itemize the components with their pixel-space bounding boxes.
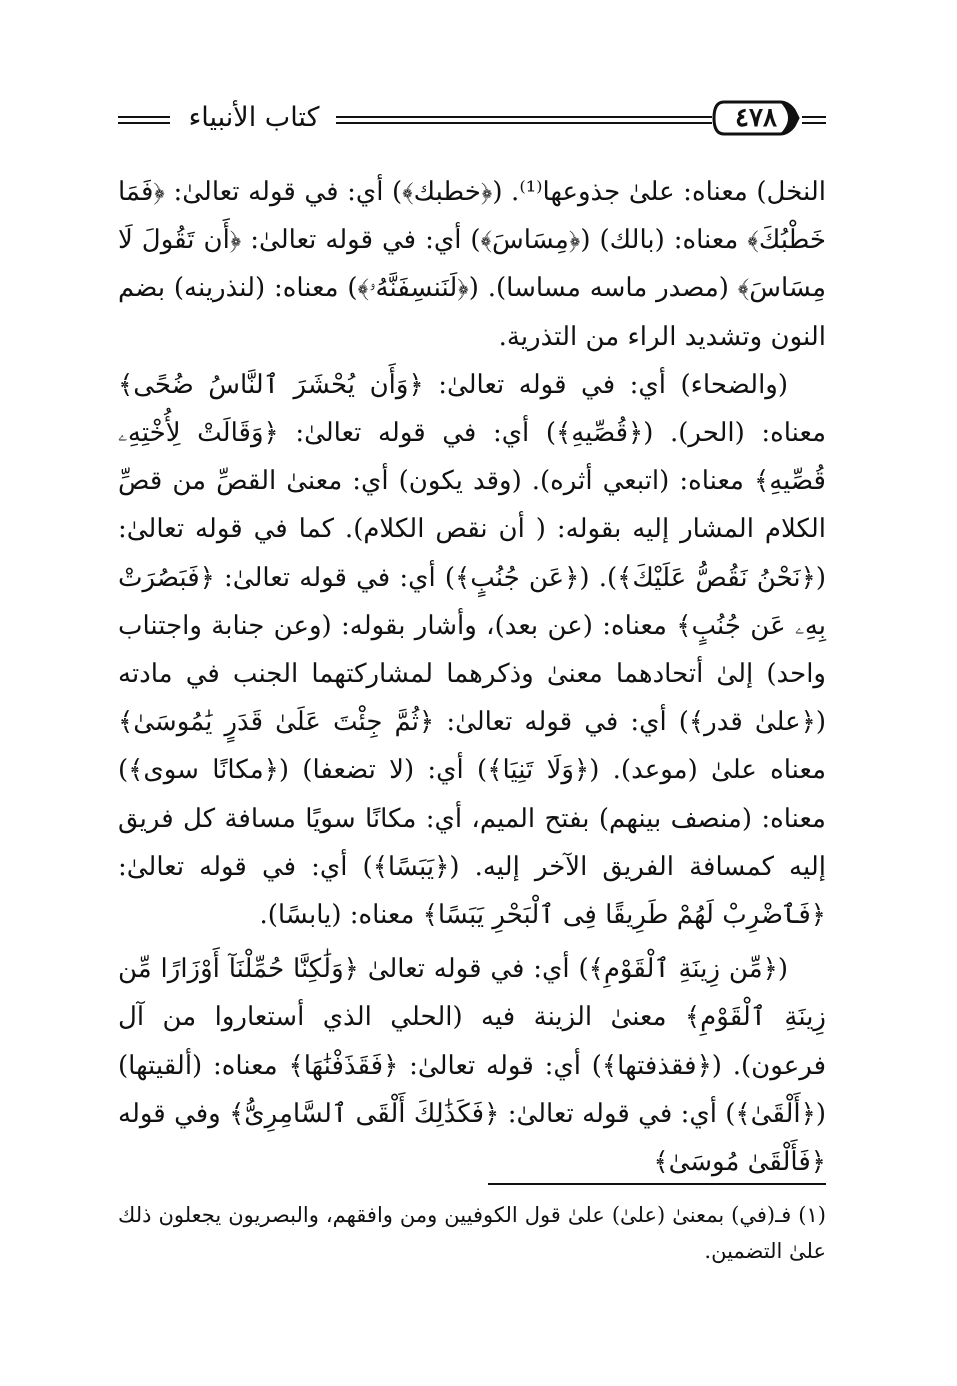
- page-number: ٤٧٨: [735, 103, 777, 133]
- header-rule-right: [802, 116, 826, 124]
- header-rule-middle: [336, 116, 712, 124]
- header-rule-left: [118, 116, 170, 124]
- page-number-badge: [710, 100, 800, 136]
- paragraph-3: (﴿مِّن زِينَةِ ٱلْقَوْمِ﴾) أي: في قوله تعالىٰ ﴿وَلَٰكِنَّا حُمِّلْنَآ أَوْزَارًا مِّن زِينَةِ ٱلْقَوْمِ﴾ معنىٰ الزينة فيه (الحلي الذي أستعاروا من آل فرعون). (﴿فقذفتها﴾) أي: قوله تعالىٰ: ﴿فَقَذَفْنَٰهَا﴾ معناه: (ألقيتها) (﴿أَلْقَىٰ﴾) أي: في قوله تعالىٰ: ﴿فَكَذَٰلِكَ أَلْقَى ٱلسَّامِرِىُّ﴾ وفي قوله ﴿فَأَلْقَىٰ مُوسَىٰ﴾: [118, 954, 826, 1178]
- page-header: [118, 100, 826, 144]
- footnote: [118, 1197, 826, 1269]
- book-title: كتاب الأنبياء: [188, 102, 320, 133]
- paragraph-1: النخل) معناه: علىٰ جذوعها⁽¹⁾. (﴿خطبك﴾) أي: في قوله تعالىٰ: ﴿فَمَا خَطْبُكَ﴾ معناه: (بالك) (﴿مِسَاسَ﴾) أي: في قوله تعالىٰ: ﴿أَن تَقُولَ لَا مِسَاسَ﴾ (مصدر ماسه مساسا). (﴿لَنَنسِفَنَّهُۥ﴾) معناه: (لنذرينه) بضم النون وتشديد الراء من التذرية.: [118, 177, 826, 352]
- main-text: [118, 168, 826, 1186]
- paragraph-2: (والضحاء) أي: في قوله تعالىٰ: ﴿وَأَن يُحْشَرَ ٱلنَّاسُ ضُحًى﴾ معناه: (الحر). (﴿قُصِّيهِ﴾) أي: في قوله تعالىٰ: ﴿وَقَالَتْ لِأُخْتِهِۦ قُصِّيهِ﴾ معناه: (اتبعي أثره). (وقد يكون) أي: معنىٰ القصِّ من قصِّ الكلام المشار إليه بقوله: ( أن نقص الكلام). كما في قوله تعالىٰ: (﴿نَحْنُ نَقُصُّ عَلَيْكَ﴾). (﴿عَن جُنُبٍ﴾) أي: في قوله تعالىٰ: ﴿فَبَصُرَتْ بِهِۦ عَن جُنُبٍ﴾ معناه: (عن بعد)، وأشار بقوله: (وعن جنابة واجتناب واحد) إلىٰ أتحادهما معنىٰ وذكرهما لمشاركتهما الجنب في مادته (﴿علىٰ قدر﴾) أي: في قوله تعالىٰ: ﴿ثُمَّ جِئْتَ عَلَىٰ قَدَرٍ يَٰمُوسَىٰ﴾ معناه علىٰ (موعد). (﴿وَلَا تَنِيَا﴾) أي: (لا تضعفا) (﴿مكانًا سوى﴾) معناه: (منصف بينهم) بفتح الميم، أي: مكانًا سويًا مسافة كل فريق إليه كمسافة الفريق الآخر إليه. (﴿يَبَسًا﴾) أي: في قوله تعالىٰ: ﴿فَٱضْرِبْ لَهُمْ طَرِيقًا فِى ٱلْبَحْرِ يَبَسًا﴾ معناه: (يابسًا).: [118, 369, 826, 931]
- footnote-text: (١) فـ(في) بمعنىٰ (علىٰ) علىٰ قول الكوفيين ومن وافقهم، والبصريون يجعلون ذلك علىٰ التضمين.: [118, 1203, 826, 1263]
- footnote-separator: [488, 1183, 826, 1185]
